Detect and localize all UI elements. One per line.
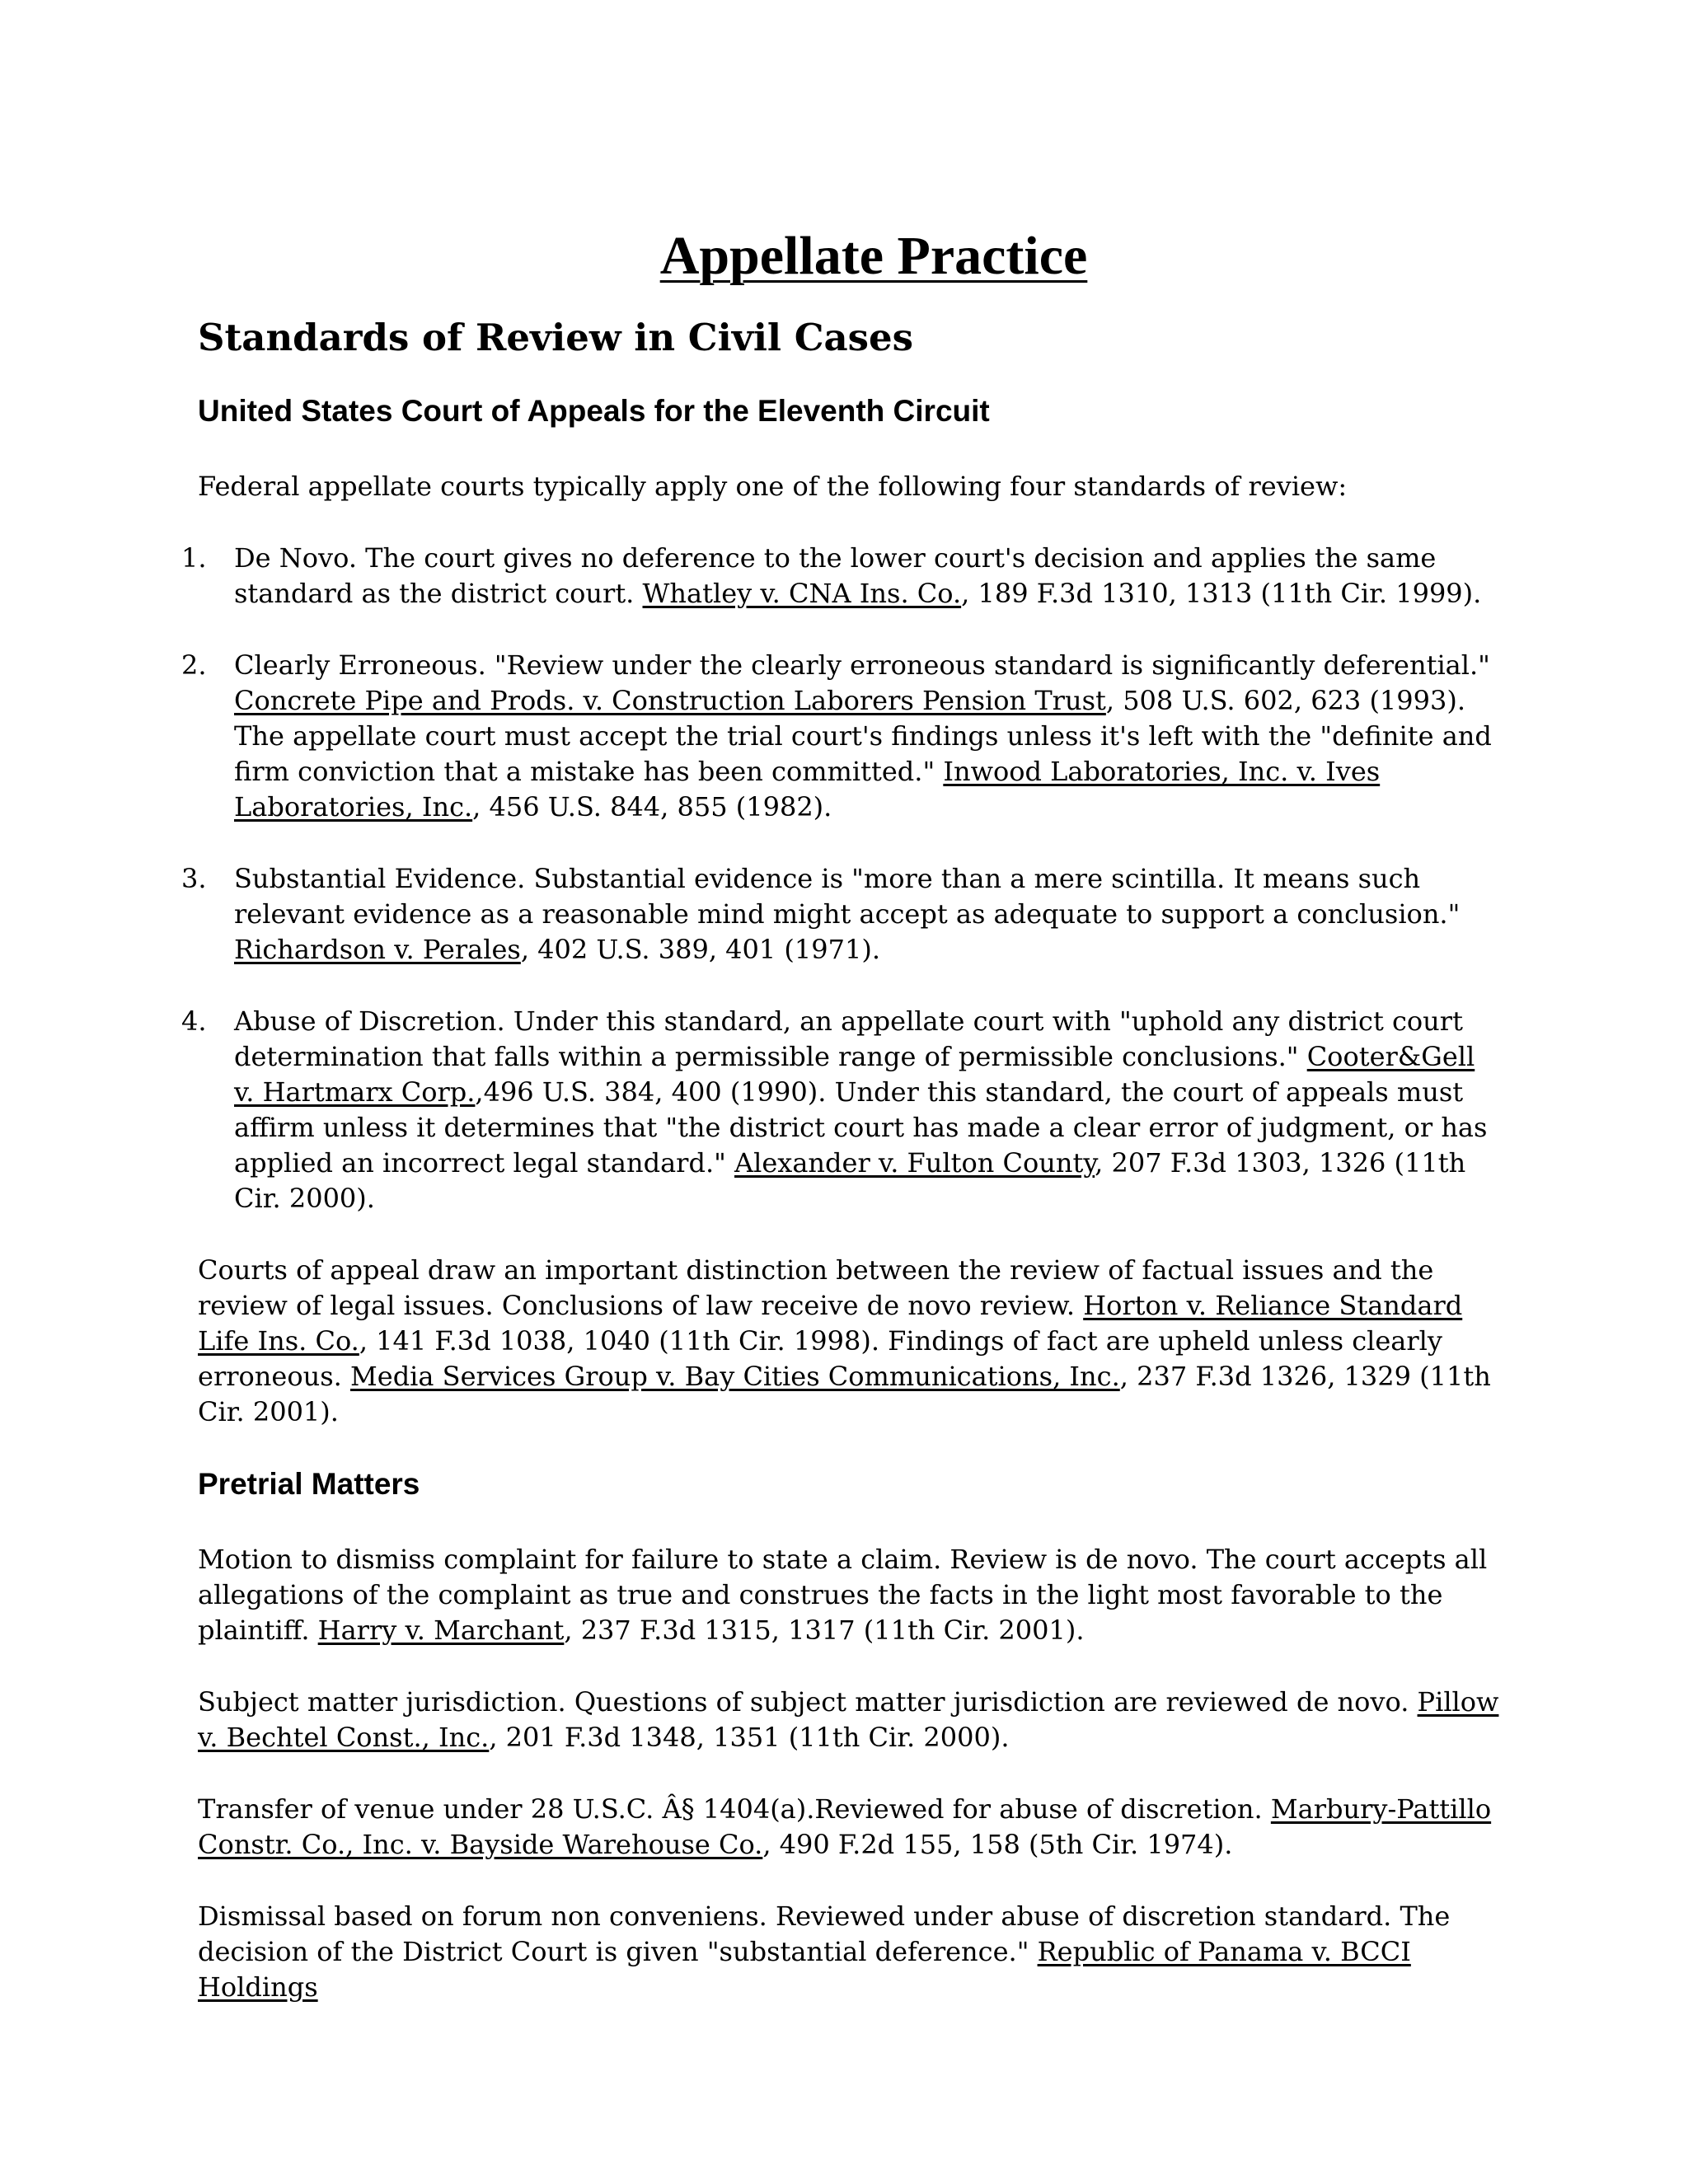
- list-item: [181, 1004, 1500, 1216]
- document-page: [181, 223, 1500, 2041]
- case-citation: Pillow v. Bechtel Const., Inc.: [198, 1686, 1499, 1754]
- text-segment: , 237 F.3d 1326, 1329 (11th Cir. 2001).: [198, 1360, 1491, 1427]
- standards-list: [181, 541, 1500, 1216]
- pretrial-motion-to-dismiss: [198, 1542, 1500, 1648]
- text-segment: Clearly Erroneous. "Review under the clearly erroneous standard is significantly deferential.": [234, 649, 1490, 681]
- list-number: 3.: [181, 862, 207, 894]
- case-citation: Inwood Laboratories, Inc. v. Ives Laboratories, Inc.: [234, 755, 1381, 823]
- case-citation: Harry v. Marchant: [317, 1615, 565, 1647]
- text-segment: Motion to dismiss complaint for failure to state a claim. Review is de novo. The court accepts all allegations of the complaint as true and construes the facts in the light most favorable to the plaintiff.: [198, 1544, 1488, 1647]
- pretrial-heading: Pretrial Matters: [198, 1466, 420, 1501]
- text-segment: , 207 F.3d 1303, 1326 (11th Cir. 2000).: [234, 1146, 1466, 1214]
- text-segment: , 490 F.2d 155, 158 (5th Cir. 1974).: [762, 1829, 1233, 1861]
- text-segment: , 402 U.S. 389, 401 (1971).: [520, 933, 880, 965]
- pretrial-forum-non-conveniens: [198, 1899, 1500, 2005]
- text-segment: ,496 U.S. 384, 400 (1990). Under this standard, the court of appeals must affirm unless it determines that "the district court has made a clear error of judgment, or has applied an incorrect legal standard.": [234, 1076, 1488, 1179]
- text-segment: , 141 F.3d 1038, 1040 (11th Cir. 1998). Findings of fact are upheld unless clearly erroneous.: [198, 1324, 1442, 1392]
- intro-paragraph: Federal appellate courts typically apply one of the following four standards of review:: [198, 470, 1348, 502]
- text-segment: , 456 U.S. 844, 855 (1982).: [472, 790, 832, 823]
- case-citation: Media Services Group v. Bay Cities Communications, Inc.: [349, 1360, 1120, 1392]
- text-segment: De Novo. The court gives no deference to the lower court's decision and applies the same standard as the district court.: [234, 541, 1437, 609]
- text-segment: , 237 F.3d 1315, 1317 (11th Cir. 2001).: [564, 1615, 1085, 1647]
- list-item: [181, 541, 1500, 612]
- list-item: [181, 861, 1500, 968]
- pretrial-subject-matter-jurisdiction: [198, 1685, 1500, 1755]
- standard-abuse-of-discretion: [234, 1004, 1500, 1216]
- list-number: 4.: [181, 1005, 207, 1037]
- text-segment: Subject matter jurisdiction. Questions of subject matter jurisdiction are reviewed de novo.: [198, 1686, 1418, 1718]
- case-citation: Concrete Pipe and Prods. v. Construction Laborers Pension Trust: [234, 684, 1106, 716]
- text-segment: , 189 F.3d 1310, 1313 (11th Cir. 1999).: [961, 577, 1482, 609]
- text-segment: , 508 U.S. 602, 623 (1993). The appellate court must accept the trial court's findings unless it's left with the "definite and firm conviction that a mistake has been committed.": [234, 684, 1492, 787]
- case-citation: Horton v. Reliance Standard Life Ins. Co.: [198, 1289, 1463, 1357]
- text-segment: Courts of appeal draw an important distinction between the review of factual issues and the review of legal issues. Conclusions of law receive de novo review.: [198, 1254, 1434, 1321]
- case-citation: Marbury-Pattillo Constr. Co., Inc. v. Bayside Warehouse Co.: [198, 1793, 1492, 1861]
- case-citation: Richardson v. Perales: [234, 933, 521, 965]
- text-segment: Substantial Evidence. Substantial evidence is "more than a mere scintilla. It means such relevant evidence as a reasonable mind might accept as adequate to support a conclusion.": [234, 862, 1461, 930]
- section-heading: Standards of Review in Civil Cases: [198, 315, 913, 359]
- text-segment: Transfer of venue under 28 U.S.C. Â§ 1404(a).Reviewed for abuse of discretion.: [198, 1793, 1271, 1825]
- list-number: 2.: [181, 649, 207, 681]
- list-item: [181, 648, 1500, 825]
- distinction-paragraph: [198, 1253, 1500, 1430]
- pretrial-transfer-of-venue: [198, 1792, 1500, 1863]
- list-number: 1.: [181, 541, 207, 574]
- case-citation: Alexander v. Fulton County: [734, 1146, 1095, 1179]
- text-segment: , 201 F.3d 1348, 1351 (11th Cir. 2000).: [489, 1722, 1010, 1754]
- text-segment: Abuse of Discretion. Under this standard, an appellate court with "uphold any district court determination that falls within a permissible range of permissible conclusions.": [234, 1005, 1463, 1072]
- text-segment: Dismissal based on forum non conveniens. Reviewed under abuse of discretion standard. The decision of the District Court is given "substantial deference.": [198, 1900, 1451, 1968]
- document-title: Appellate Practice: [659, 226, 1088, 286]
- standard-substantial-evidence: [234, 861, 1500, 968]
- case-citation: Republic of Panama v. BCCI Holdings: [198, 1936, 1411, 2004]
- court-subheading: United States Court of Appeals for the Eleventh Circuit: [198, 393, 990, 428]
- case-citation: Whatley v. CNA Ins. Co.: [642, 577, 962, 609]
- case-citation: Cooter&Gell v. Hartmarx Corp.: [234, 1040, 1475, 1108]
- standard-clearly-erroneous: [234, 648, 1500, 825]
- standard-de-novo: [234, 541, 1500, 612]
